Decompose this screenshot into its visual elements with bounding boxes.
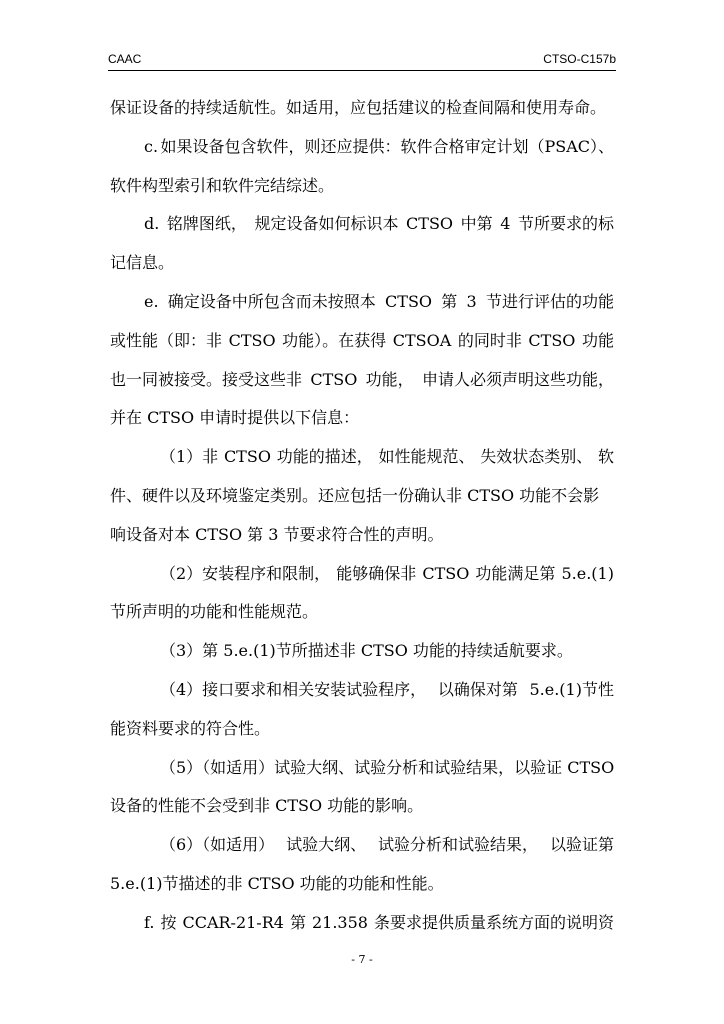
- text-segment: 5.e.(1): [561, 563, 614, 583]
- text-line: [110, 477, 614, 516]
- text-line: [110, 89, 614, 128]
- text-segment: 第: [289, 912, 306, 932]
- text-segment: 第: [441, 291, 458, 311]
- text-segment: 的同时非: [457, 330, 522, 350]
- page-number: - 7 -: [351, 953, 373, 966]
- text-segment: 3: [466, 291, 477, 311]
- text-segment: （1）非: [160, 447, 219, 467]
- text-segment: f.: [144, 912, 155, 932]
- header-left-label: CAAC: [108, 52, 142, 66]
- text-segment: 节进行评估的功能: [485, 291, 614, 311]
- text-segment: CTSO: [223, 447, 271, 467]
- text-segment: （4）接口要求和相关安装试验程序，: [160, 679, 427, 699]
- text-segment: 21.358: [311, 912, 368, 932]
- text-segment: 以确保对第: [437, 679, 518, 699]
- text-segment: （5）（如适用）试验大纲、试验分析和试验结果，以验证 CTSO: [160, 757, 615, 777]
- text-line: [110, 865, 614, 904]
- text-segment: CTSO: [422, 563, 470, 583]
- text-segment: 规定设备如何标识本: [254, 214, 399, 234]
- text-line: [110, 244, 614, 283]
- text-segment: 也一同被接受。接受这些非: [110, 369, 303, 389]
- text-segment: 能资料要求的符合性。: [110, 718, 271, 738]
- text-line: [110, 283, 614, 322]
- text-line: [110, 710, 614, 749]
- body-text: [110, 89, 614, 943]
- text-segment: 件、硬件以及环境鉴定类别。还应包括一份确认非 CTSO 功能不会影: [110, 485, 600, 505]
- text-segment: 中第: [460, 214, 493, 234]
- text-segment: （6）（如适用）: [160, 835, 275, 855]
- text-line: [110, 632, 614, 671]
- text-line: [110, 516, 614, 555]
- text-segment: 失效状态类别、: [480, 447, 593, 467]
- text-segment: 功能）。在获得: [282, 330, 387, 350]
- text-segment: 功能: [581, 330, 614, 350]
- text-segment: 响设备对本 CTSO 第 3 节要求符合性的声明。: [110, 524, 444, 544]
- text-line: [110, 128, 614, 167]
- text-segment: 如果设备包含软件，则还应提供：软件合格审定计划（PSAC）、: [160, 136, 614, 156]
- text-segment: 保证设备的持续适航性。如适用，应包括建议的检查间隔和使用寿命。: [110, 98, 607, 117]
- text-segment: 或性能（即：非: [110, 330, 223, 350]
- page-header: [108, 52, 616, 71]
- text-segment: 记信息。: [110, 253, 175, 273]
- text-line: [110, 322, 614, 361]
- text-line: [110, 555, 614, 594]
- text-segment: CCAR-21-R4: [182, 912, 284, 932]
- text-segment: 节所声明的功能和性能规范。: [110, 602, 319, 622]
- text-segment: （2）安装程序和限制，: [160, 563, 331, 583]
- text-line: [110, 826, 614, 865]
- text-line: [110, 205, 614, 244]
- text-segment: 功能，: [365, 369, 414, 389]
- text-line: [110, 787, 614, 826]
- text-segment: 条要求提供质量系统方面的说明资: [373, 912, 614, 932]
- text-segment: 5.e.(1)节描述的非 CTSO 功能的功能和性能。: [110, 873, 444, 893]
- text-line: [110, 167, 614, 206]
- text-segment: 软: [597, 447, 614, 467]
- text-segment: 申请人必须声明这些功能，: [421, 369, 614, 389]
- text-segment: 确定设备中所包含而未按照本: [167, 291, 376, 311]
- text-line: [110, 671, 614, 710]
- text-segment: e.: [144, 291, 159, 311]
- text-line: [110, 399, 614, 438]
- text-segment: 如性能规范、: [378, 447, 475, 467]
- text-segment: 试验分析和试验结果，: [378, 835, 539, 855]
- text-segment: 以验证第: [549, 835, 614, 855]
- text-line: [110, 361, 614, 400]
- text-segment: 按: [160, 912, 177, 932]
- text-segment: 功能满足第: [475, 563, 556, 583]
- text-segment: 节所要求的标: [517, 214, 614, 234]
- text-segment: CTSO: [310, 369, 358, 389]
- text-segment: CTSO: [385, 291, 433, 311]
- text-line: [110, 749, 614, 788]
- header-right-label: CTSO-C157b: [543, 52, 616, 66]
- text-line: [110, 904, 614, 943]
- text-segment: （3）第 5.e.(1)节所描述非 CTSO 功能的持续适航要求。: [160, 641, 573, 661]
- text-segment: d.: [144, 214, 160, 234]
- text-segment: 功能的描述，: [276, 447, 373, 467]
- text-segment: c.: [144, 136, 159, 156]
- text-segment: CTSO: [228, 330, 276, 350]
- text-segment: CTSO: [406, 214, 454, 234]
- text-segment: 4: [500, 214, 511, 234]
- text-segment: 5.e.(1)节性: [529, 679, 614, 699]
- text-segment: 试验大纲、: [286, 835, 367, 855]
- text-line: [110, 438, 614, 477]
- text-segment: 软件构型索引和软件完结综述。: [110, 175, 335, 195]
- text-segment: 能够确保非: [336, 563, 417, 583]
- text-segment: CTSO: [528, 330, 576, 350]
- text-line: [110, 593, 614, 632]
- text-segment: CTSOA: [392, 330, 452, 350]
- text-segment: 设备的性能不会受到非 CTSO 功能的影响。: [110, 796, 424, 816]
- text-segment: 并在 CTSO 申请时提供以下信息：: [110, 408, 360, 428]
- text-segment: 铭牌图纸，: [166, 214, 247, 234]
